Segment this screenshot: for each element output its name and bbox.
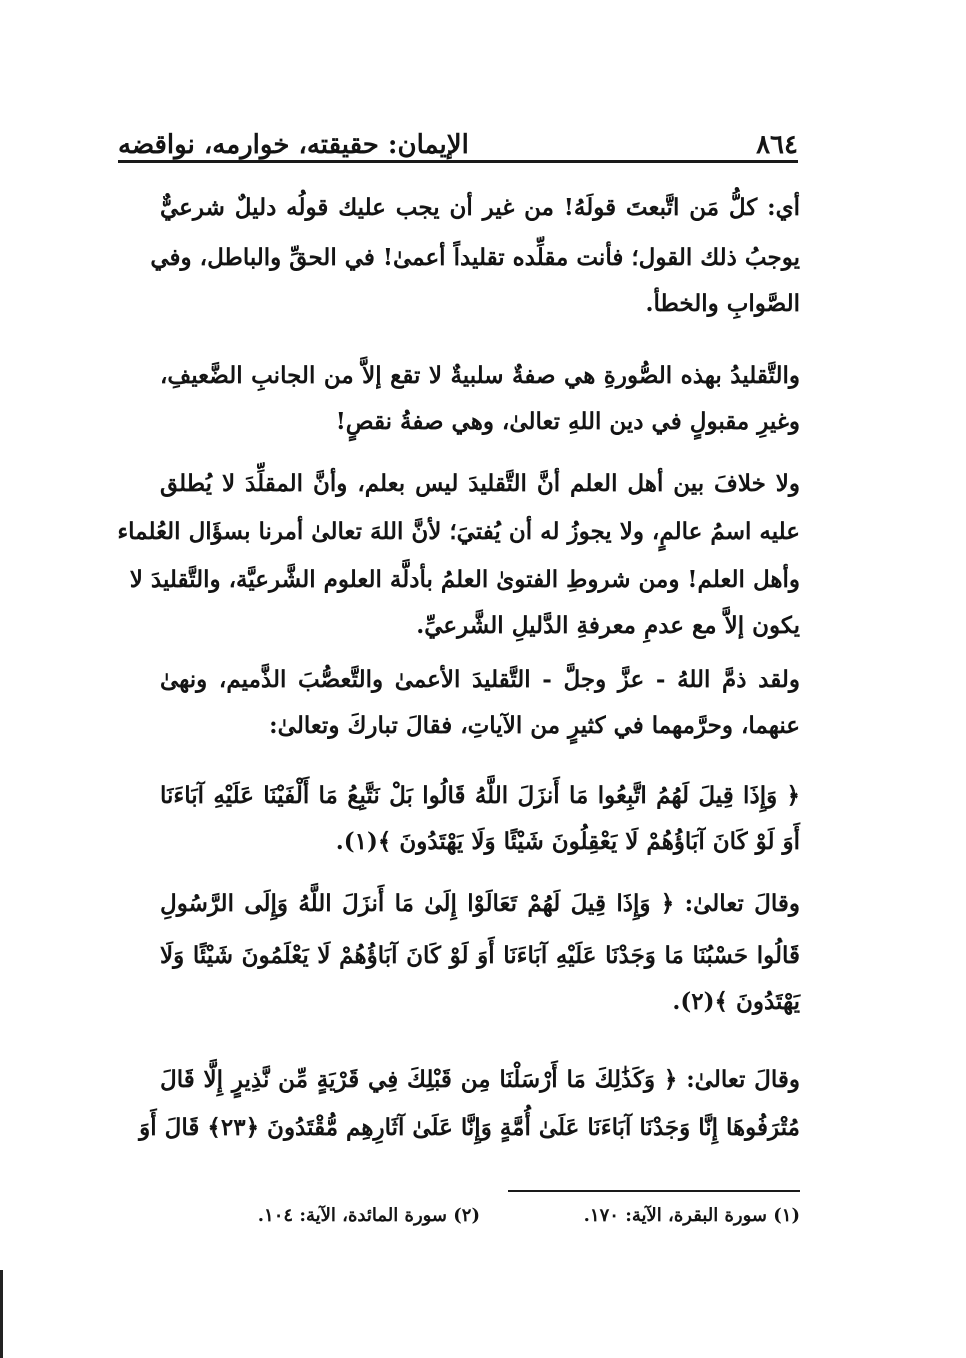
quran-verse-line: وقالَ تعالىٰ: ﴿ وَكَذَٰلِكَ مَا أَرْسَلْنَا مِن قَبْلِكَ فِي قَرْيَةٍ مِّن نَّذِيرٍ إِلَّا قَالَ xyxy=(160,1066,800,1093)
quran-verse-line: يَهْتَدُونَ ﴾(٢). xyxy=(672,988,800,1015)
text-line: عليه اسمُ عالمٍ، ولا يجوزُ له أن يُفتيَ؛ لأنَّ اللهَ تعالىٰ أمرنا بسؤَال العُلماء xyxy=(117,518,800,545)
text-line: ولا خلافَ بين أهل العلم أنَّ التَّقليدَ ليس بعلم، وأنَّ المقلِّدَ لا يُطلق xyxy=(160,470,800,497)
scan-edge xyxy=(0,1270,3,1358)
quran-verse-line: أَوَ لَوْ كَانَ آبَاؤُهُمْ لَا يَعْقِلُونَ شَيْئًا وَلَا يَهْتَدُونَ ﴾(١). xyxy=(335,828,800,855)
text-line: وأهل العلم! ومن شروطِ الفتوىٰ العلمُ بأدلَّة العلوم الشَّرعيَّة، والتَّقليدَ لا xyxy=(129,566,800,593)
text-line: يوجبُ ذلك القول؛ فأنت مقلِّده تقليداً أعمىٰ! في الحقِّ والباطل، وفي xyxy=(150,244,800,271)
footnote-rule xyxy=(508,1190,800,1192)
page-number: ٨٦٤ xyxy=(756,130,798,160)
quran-verse-line: وقالَ تعالىٰ: ﴿ وَإِذَا قِيلَ لَهُمْ تَعَالَوْا إِلَىٰ مَا أَنزَلَ اللَّهُ وَإِلَى الرَّسُولِ xyxy=(160,890,800,917)
text-line: عنهما، وحرَّمهما في كثيرٍ من الآياتِ، فقالَ تباركَ وتعالىٰ: xyxy=(269,712,800,739)
text-line: والتَّقليدُ بهذه الصُّورةِ هي صفةٌ سلبيةٌ لا تقع إلاَّ من الجانبِ الضَّعيفِ، xyxy=(160,362,800,389)
text-line: يكون إلاَّ مع عدمِ معرفةِ الدَّليلِ الشَّرعيِّ. xyxy=(416,612,800,639)
text-line: أي: كلُّ مَن اتَّبعتَ قولَهُ! من غير أن يجب عليك قولُه دليلٌ شرعيٌّ xyxy=(160,194,800,221)
text-line: ولقد ذمَّ اللهُ - عزَّ وجلَّ - التَّقليدَ الأعمىٰ والتَّعصُّبَ الذَّميم، ونهىٰ xyxy=(160,666,800,693)
quran-verse-line: مُتْرَفُوهَا إِنَّا وَجَدْنَا آبَاءَنَا عَلَىٰ أُمَّةٍ وَإِنَّا عَلَىٰ آثَارِهِم مُّقْتَدُونَ ﴿٢٣﴾ قَالَ أَوَ xyxy=(139,1114,800,1141)
quran-verse-line: ﴿ وَإِذَا قِيلَ لَهُمُ اتَّبِعُوا مَا أَنزَلَ اللَّهُ قَالُوا بَلْ نَتَّبِعُ مَا أَلْفَيْنَا عَلَيْهِ آبَاءَنَا xyxy=(160,782,800,809)
footnote: (٢) سورة المائدة، الآية: ١٠٤. xyxy=(257,1205,480,1226)
text-line: وغيرِ مقبولٍ في دين اللهِ تعالىٰ، وهي صفةُ نقصٍ! xyxy=(335,408,800,435)
running-title: الإيمان: حقيقته، خوارمه، نواقضه xyxy=(118,130,469,160)
quran-verse-line: قَالُوا حَسْبُنَا مَا وَجَدْنَا عَلَيْهِ آبَاءَنَا أَوَ لَوْ كَانَ آبَاؤُهُمْ لَا يَعْلَمُونَ شَيْئًا وَلَا xyxy=(160,942,800,969)
header-rule xyxy=(118,160,798,163)
text-line: الصَّوابِ والخطأ. xyxy=(645,290,800,317)
page-header xyxy=(118,118,798,160)
footnote: (١) سورة البقرة، الآية: ١٧٠. xyxy=(583,1205,800,1226)
